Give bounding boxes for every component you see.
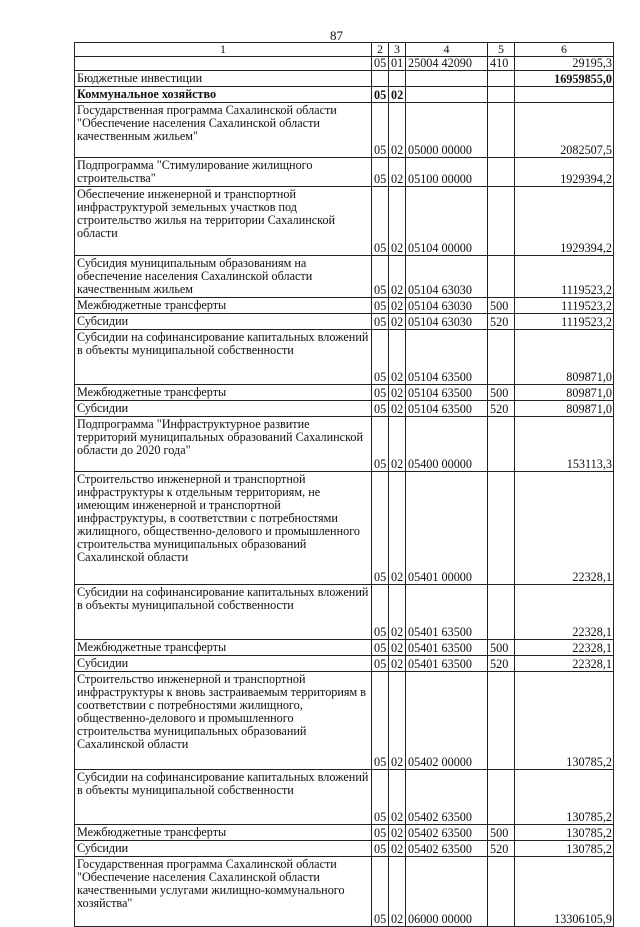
row-expense-type-cell xyxy=(488,71,515,87)
header-row xyxy=(75,43,614,57)
row-expense-type-cell xyxy=(488,103,515,158)
row-subsection-cell: 02 xyxy=(389,256,406,298)
table-row xyxy=(75,103,614,158)
page-number: 87 xyxy=(330,28,343,43)
table-row xyxy=(75,87,614,103)
row-subsection-cell: 02 xyxy=(389,656,406,672)
row-expense-type-cell: 500 xyxy=(488,825,515,841)
row-target-code-cell: 05401 63500 xyxy=(406,640,488,656)
table-row xyxy=(75,841,614,857)
header-cell: 2 xyxy=(372,43,389,57)
table-row xyxy=(75,298,614,314)
table-row xyxy=(75,417,614,472)
row-expense-type-cell xyxy=(488,187,515,256)
budget-table xyxy=(74,42,614,927)
row-target-code-cell: 05401 00000 xyxy=(406,472,488,585)
row-amount-cell: 809871,0 xyxy=(515,330,614,385)
table-row xyxy=(75,825,614,841)
header-cell: 4 xyxy=(406,43,488,57)
table-row xyxy=(75,585,614,640)
table-row xyxy=(75,857,614,927)
row-subsection-cell: 02 xyxy=(389,158,406,187)
row-subsection-cell: 02 xyxy=(389,103,406,158)
row-section-cell: 05 xyxy=(372,640,389,656)
row-target-code-cell xyxy=(406,87,488,103)
row-target-code-cell: 05104 00000 xyxy=(406,187,488,256)
header-cell: 5 xyxy=(488,43,515,57)
row-section-cell: 05 xyxy=(372,417,389,472)
header-cell: 6 xyxy=(515,43,614,57)
row-expense-type-cell xyxy=(488,87,515,103)
table-row xyxy=(75,187,614,256)
row-expense-type-cell: 410 xyxy=(488,57,515,71)
row-amount-cell xyxy=(515,87,614,103)
row-amount-cell: 130785,2 xyxy=(515,672,614,770)
row-section-cell: 05 xyxy=(372,256,389,298)
row-section-cell: 05 xyxy=(372,770,389,825)
row-target-code-cell: 05000 00000 xyxy=(406,103,488,158)
row-target-code-cell: 05104 63500 xyxy=(406,385,488,401)
row-section-cell: 05 xyxy=(372,656,389,672)
row-expense-type-cell xyxy=(488,472,515,585)
row-target-code-cell: 05104 63030 xyxy=(406,298,488,314)
row-subsection-cell: 02 xyxy=(389,298,406,314)
row-target-code-cell: 05100 00000 xyxy=(406,158,488,187)
row-amount-cell: 22328,1 xyxy=(515,656,614,672)
row-expense-type-cell: 520 xyxy=(488,841,515,857)
row-target-code-cell: 05104 63500 xyxy=(406,401,488,417)
row-name-cell: Государственная программа Сахалинской области "Обеспечение населения Сахалинской области качественным жильем" xyxy=(75,103,372,158)
row-subsection-cell: 02 xyxy=(389,401,406,417)
row-target-code-cell: 05402 63500 xyxy=(406,770,488,825)
table-row xyxy=(75,672,614,770)
row-name-cell xyxy=(75,57,372,71)
row-amount-cell: 1929394,2 xyxy=(515,158,614,187)
row-name-cell: Субсидии на софинансирование капитальных вложений в объекты муниципальной собственности xyxy=(75,585,372,640)
row-section-cell: 05 xyxy=(372,314,389,330)
row-amount-cell: 130785,2 xyxy=(515,770,614,825)
row-expense-type-cell xyxy=(488,417,515,472)
header-cell: 1 xyxy=(75,43,372,57)
table-row xyxy=(75,158,614,187)
row-expense-type-cell: 500 xyxy=(488,640,515,656)
row-subsection-cell: 02 xyxy=(389,385,406,401)
row-name-cell: Межбюджетные трансферты xyxy=(75,385,372,401)
row-section-cell: 05 xyxy=(372,103,389,158)
row-amount-cell: 1929394,2 xyxy=(515,187,614,256)
row-expense-type-cell: 500 xyxy=(488,385,515,401)
row-amount-cell: 1119523,2 xyxy=(515,314,614,330)
row-name-cell: Субсидии xyxy=(75,314,372,330)
row-target-code-cell: 05402 63500 xyxy=(406,841,488,857)
row-expense-type-cell xyxy=(488,585,515,640)
row-amount-cell: 153113,3 xyxy=(515,417,614,472)
row-section-cell: 05 xyxy=(372,585,389,640)
table-row xyxy=(75,472,614,585)
row-section-cell: 05 xyxy=(372,401,389,417)
row-name-cell: Межбюджетные трансферты xyxy=(75,825,372,841)
row-target-code-cell: 05402 63500 xyxy=(406,825,488,841)
row-subsection-cell: 02 xyxy=(389,417,406,472)
row-name-cell: Межбюджетные трансферты xyxy=(75,640,372,656)
row-expense-type-cell xyxy=(488,770,515,825)
row-subsection-cell: 02 xyxy=(389,314,406,330)
row-target-code-cell: 05104 63030 xyxy=(406,314,488,330)
row-expense-type-cell: 500 xyxy=(488,298,515,314)
row-subsection-cell: 02 xyxy=(389,472,406,585)
row-section-cell: 05 xyxy=(372,825,389,841)
row-amount-cell: 22328,1 xyxy=(515,640,614,656)
row-amount-cell: 809871,0 xyxy=(515,385,614,401)
row-subsection-cell: 02 xyxy=(389,87,406,103)
row-section-cell: 05 xyxy=(372,187,389,256)
row-expense-type-cell: 520 xyxy=(488,314,515,330)
row-name-cell: Подпрограмма "Стимулирование жилищного строительства" xyxy=(75,158,372,187)
row-name-cell: Государственная программа Сахалинской области "Обеспечение населения Сахалинской области качественными услугами жилищно-коммунального хозяйства" xyxy=(75,857,372,927)
table-row xyxy=(75,385,614,401)
row-name-cell: Субсидии на софинансирование капитальных вложений в объекты муниципальной собственности xyxy=(75,770,372,825)
row-subsection-cell: 02 xyxy=(389,857,406,927)
row-name-cell: Межбюджетные трансферты xyxy=(75,298,372,314)
table-row xyxy=(75,57,614,71)
table-row xyxy=(75,71,614,87)
row-name-cell: Субсидии xyxy=(75,656,372,672)
row-section-cell: 05 xyxy=(372,841,389,857)
row-amount-cell: 29195,3 xyxy=(515,57,614,71)
table-row xyxy=(75,330,614,385)
row-name-cell: Строительство инженерной и транспортной инфраструктуры к отдельным территориям, не имеющим инженерной и транспортной инфраструктуры, в соответствии с потребностями жилищного, общественно-делового и промышленного строительства муниципальных образований Сахалинской области xyxy=(75,472,372,585)
row-name-cell: Подпрограмма "Инфраструктурное развитие территорий муниципальных образований Сахалинской области до 2020 года" xyxy=(75,417,372,472)
row-amount-cell: 130785,2 xyxy=(515,841,614,857)
row-amount-cell: 130785,2 xyxy=(515,825,614,841)
row-section-cell: 05 xyxy=(372,857,389,927)
table-row xyxy=(75,256,614,298)
row-expense-type-cell xyxy=(488,158,515,187)
row-expense-type-cell: 520 xyxy=(488,401,515,417)
row-subsection-cell: 02 xyxy=(389,770,406,825)
row-amount-cell: 13306105,9 xyxy=(515,857,614,927)
table-row xyxy=(75,640,614,656)
row-section-cell: 05 xyxy=(372,87,389,103)
row-subsection-cell: 02 xyxy=(389,825,406,841)
row-section-cell: 05 xyxy=(372,385,389,401)
row-target-code-cell: 05402 00000 xyxy=(406,672,488,770)
row-section-cell: 05 xyxy=(372,158,389,187)
row-target-code-cell xyxy=(406,71,488,87)
row-target-code-cell: 25004 42090 xyxy=(406,57,488,71)
row-amount-cell: 1119523,2 xyxy=(515,298,614,314)
row-target-code-cell: 05401 63500 xyxy=(406,656,488,672)
row-target-code-cell: 05400 00000 xyxy=(406,417,488,472)
row-section-cell: 05 xyxy=(372,57,389,71)
row-section-cell: 05 xyxy=(372,330,389,385)
row-subsection-cell xyxy=(389,71,406,87)
row-amount-cell: 2082507,5 xyxy=(515,103,614,158)
row-subsection-cell: 02 xyxy=(389,841,406,857)
row-name-cell: Коммунальное хозяйство xyxy=(75,87,372,103)
row-subsection-cell: 02 xyxy=(389,672,406,770)
table-row xyxy=(75,656,614,672)
row-subsection-cell: 02 xyxy=(389,330,406,385)
table-row xyxy=(75,770,614,825)
row-amount-cell: 1119523,2 xyxy=(515,256,614,298)
row-subsection-cell: 01 xyxy=(389,57,406,71)
row-amount-cell: 22328,1 xyxy=(515,472,614,585)
header-cell: 3 xyxy=(389,43,406,57)
row-target-code-cell: 05104 63500 xyxy=(406,330,488,385)
row-expense-type-cell xyxy=(488,672,515,770)
row-target-code-cell: 05401 63500 xyxy=(406,585,488,640)
row-amount-cell: 22328,1 xyxy=(515,585,614,640)
row-name-cell: Бюджетные инвестиции xyxy=(75,71,372,87)
row-target-code-cell: 06000 00000 xyxy=(406,857,488,927)
row-amount-cell: 809871,0 xyxy=(515,401,614,417)
row-name-cell: Субсидии xyxy=(75,401,372,417)
row-expense-type-cell: 520 xyxy=(488,656,515,672)
row-expense-type-cell xyxy=(488,857,515,927)
row-expense-type-cell xyxy=(488,330,515,385)
row-amount-cell: 16959855,0 xyxy=(515,71,614,87)
row-name-cell: Субсидии на софинансирование капитальных вложений в объекты муниципальной собственности xyxy=(75,330,372,385)
table-row xyxy=(75,314,614,330)
row-subsection-cell: 02 xyxy=(389,640,406,656)
table-row xyxy=(75,401,614,417)
row-section-cell: 05 xyxy=(372,672,389,770)
row-name-cell: Субсидии xyxy=(75,841,372,857)
row-name-cell: Обеспечение инженерной и транспортной инфраструктурой земельных участков под строительство жилья на территории Сахалинской области xyxy=(75,187,372,256)
row-subsection-cell: 02 xyxy=(389,585,406,640)
row-section-cell: 05 xyxy=(372,472,389,585)
row-name-cell: Субсидия муниципальным образованиям на обеспечение населения Сахалинской области качественным жильем xyxy=(75,256,372,298)
row-subsection-cell: 02 xyxy=(389,187,406,256)
row-section-cell: 05 xyxy=(372,298,389,314)
row-name-cell: Строительство инженерной и транспортной инфраструктуры к вновь застраиваемым территориям в соответствии с потребностями жилищного, общественно-делового и промышленного строительства муниципальных образований Сахалинской области xyxy=(75,672,372,770)
row-section-cell xyxy=(372,71,389,87)
row-target-code-cell: 05104 63030 xyxy=(406,256,488,298)
row-expense-type-cell xyxy=(488,256,515,298)
